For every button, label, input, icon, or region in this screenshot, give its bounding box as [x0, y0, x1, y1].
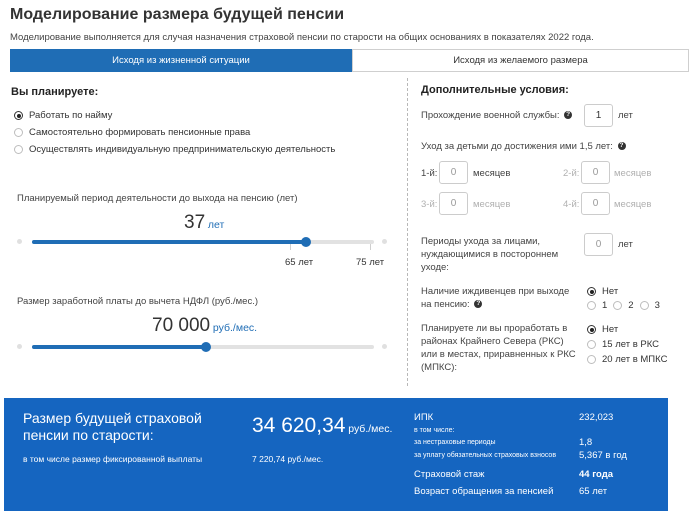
north-label-line: Планируете ли вы проработать в — [421, 323, 568, 334]
child-1-unit: месяцев — [473, 168, 511, 179]
child-2-unit: месяцев — [614, 168, 652, 179]
radio-icon[interactable] — [613, 301, 622, 310]
tick-mark-75 — [370, 244, 371, 250]
radio-selected-icon[interactable] — [587, 325, 596, 334]
result-amount-unit: руб./мес. — [348, 423, 393, 435]
age-label: Возраст обращения за пенсией — [414, 486, 554, 497]
nonins-label: за нестраховые периоды — [414, 439, 496, 446]
radio-selected-icon[interactable] — [587, 287, 596, 296]
result-title — [23, 410, 202, 444]
period-slider-thumb[interactable] — [301, 237, 311, 247]
page-title: Моделирование размера будущей пенсии — [10, 6, 345, 23]
child-1-input[interactable]: 0 — [439, 161, 468, 184]
conditions-heading: Дополнительные условия: — [421, 84, 569, 96]
incl-label: в том числе: — [414, 427, 455, 434]
radio-icon[interactable] — [587, 301, 596, 310]
page-subtitle: Моделирование выполняется для случая назначения страховой пенсии по старости на общих основаниях в показателях 2022 года. — [10, 32, 594, 43]
radio-icon[interactable] — [587, 340, 596, 349]
slider-tick-min — [17, 344, 22, 349]
result-amount-number: 34 620,34 — [252, 414, 346, 437]
ipk-value: 232,023 — [579, 412, 614, 423]
north-option-mpks[interactable] — [587, 354, 667, 365]
care-label — [421, 235, 558, 274]
salary-unit: руб./мес. — [212, 322, 258, 334]
dependents-label-line: Наличие иждивенцев при выходе — [421, 286, 570, 297]
period-unit: лет — [207, 219, 225, 231]
contrib-label: за уплату обязательных страховых взносов — [414, 452, 557, 459]
dependents-option-none[interactable] — [587, 286, 618, 297]
childcare-label — [421, 141, 626, 152]
childcare-label-text: Уход за детьми до достижения ими 1,5 лет: — [421, 141, 613, 152]
military-label-text: Прохождение военной службы: — [421, 110, 560, 121]
period-number: 37 — [184, 212, 206, 233]
care-label-line: нуждающимися в постороннем — [421, 249, 559, 260]
option-label: 3 — [654, 300, 660, 311]
salary-number: 70 000 — [152, 315, 211, 336]
care-input[interactable]: 0 — [584, 233, 613, 256]
result-panel — [4, 398, 668, 511]
north-option-none[interactable] — [587, 324, 618, 335]
nonins-value: 1,8 — [579, 437, 593, 448]
military-unit: лет — [618, 110, 633, 121]
north-label-line: районах Крайнего Севера (РКС) — [421, 336, 564, 347]
care-label-line: уходе: — [421, 262, 449, 273]
option-label: Нет — [602, 324, 619, 335]
salary-label: Размер заработной платы до вычета НДФЛ (руб./мес.) — [17, 296, 258, 307]
option-employment[interactable] — [14, 110, 112, 121]
dependents-option-2[interactable] — [613, 300, 633, 311]
fixed-label: в том числе размер фиксированной выплаты — [23, 454, 203, 464]
slider-tick-max — [382, 344, 387, 349]
radio-icon[interactable] — [640, 301, 649, 310]
dependents-label-line: на пенсию: — [421, 299, 470, 310]
radio-icon[interactable] — [587, 355, 596, 364]
result-title-line: пенсии по старости: — [23, 427, 154, 443]
tick-mark-65 — [290, 244, 291, 250]
military-input[interactable]: 1 — [584, 104, 613, 127]
care-unit: лет — [618, 239, 633, 250]
child-2-input[interactable]: 0 — [581, 161, 610, 184]
stazh-label: Страховой стаж — [414, 469, 485, 480]
period-value — [184, 212, 224, 234]
child-4-input[interactable]: 0 — [581, 192, 610, 215]
fixed-value: 7 220,74 руб./мес. — [252, 454, 324, 464]
contrib-value: 5,367 в год — [579, 450, 627, 461]
north-label-line: или в местах, приравненных к РКС — [421, 349, 576, 360]
north-option-rks[interactable] — [587, 339, 659, 350]
option-label: Работать по найму — [29, 110, 113, 121]
tick-label-65: 65 лет — [285, 257, 314, 268]
option-label: Нет — [602, 286, 619, 297]
salary-slider-fill — [32, 345, 206, 349]
child-1-label: 1-й: — [421, 168, 438, 179]
option-label: 15 лет в РКС — [602, 339, 660, 350]
help-icon[interactable]: ? — [474, 300, 482, 308]
dependents-option-1[interactable] — [587, 300, 607, 311]
result-amount — [252, 414, 392, 438]
radio-selected-icon[interactable] — [14, 111, 23, 120]
child-3-unit: месяцев — [473, 199, 511, 210]
slider-tick-min — [17, 239, 22, 244]
option-label: Осуществлять индивидуальную предпринимательскую деятельность — [29, 144, 336, 155]
result-title-line: Размер будущей страховой — [23, 410, 202, 426]
option-label: 2 — [628, 300, 634, 311]
age-value: 65 лет — [579, 486, 608, 497]
north-label — [421, 322, 576, 374]
tick-label-75: 75 лет — [356, 257, 385, 268]
care-label-line: Периоды ухода за лицами, — [421, 236, 541, 247]
option-label: 20 лет в МПКС — [602, 354, 668, 365]
child-4-label: 4-й: — [563, 199, 580, 210]
tab-life-situation[interactable]: Исходя из жизненной ситуации — [10, 49, 352, 72]
dependents-label — [421, 285, 569, 311]
child-4-unit: месяцев — [614, 199, 652, 210]
tab-desired-amount[interactable]: Исходя из желаемого размера — [352, 49, 689, 72]
column-divider — [407, 78, 408, 386]
help-icon[interactable]: ? — [618, 142, 626, 150]
child-3-label: 3-й: — [421, 199, 438, 210]
option-entrepreneur[interactable] — [14, 144, 335, 155]
stazh-value: 44 года — [579, 469, 614, 480]
north-label-line: (МПКС): — [421, 362, 457, 373]
period-slider-fill — [32, 240, 306, 244]
ipk-label: ИПК — [414, 412, 434, 423]
help-icon[interactable]: ? — [564, 111, 572, 119]
option-label: Самостоятельно формировать пенсионные права — [29, 127, 251, 138]
radio-icon[interactable] — [14, 145, 23, 154]
period-label: Планируемый период деятельности до выхода на пенсию (лет) — [17, 193, 298, 204]
child-2-label: 2-й: — [563, 168, 580, 179]
dependents-options-row — [587, 300, 660, 311]
plans-heading: Вы планируете: — [11, 86, 99, 98]
option-label: 1 — [602, 300, 608, 311]
salary-slider-thumb[interactable] — [201, 342, 211, 352]
military-label — [421, 110, 572, 121]
option-self-pension[interactable] — [14, 127, 250, 138]
slider-tick-max — [382, 239, 387, 244]
salary-value — [152, 315, 257, 337]
dependents-option-3[interactable] — [640, 300, 660, 311]
radio-icon[interactable] — [14, 128, 23, 137]
child-3-input[interactable]: 0 — [439, 192, 468, 215]
